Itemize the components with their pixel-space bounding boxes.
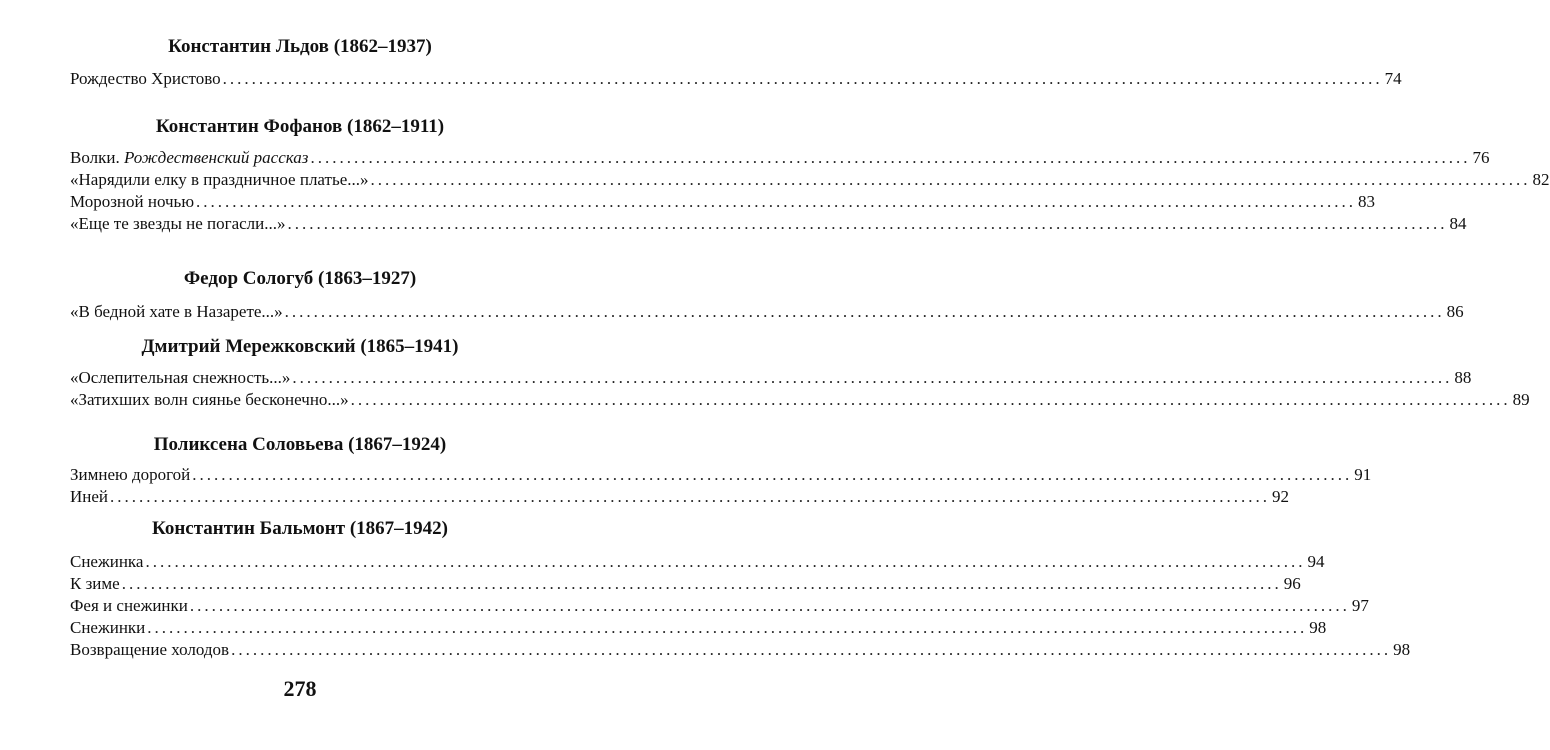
entry-title: Волки. Рождественский рассказ — [70, 148, 309, 167]
entry-title: Фея и снежинки — [70, 596, 188, 615]
entry-page: 91 — [1354, 465, 1372, 484]
toc-entry[interactable] — [70, 464, 1372, 486]
toc-entry[interactable] — [70, 147, 1490, 169]
page-number: 278 — [283, 676, 317, 701]
dot-leader: ................................................................................................................................................................ — [287, 214, 1448, 233]
dot-leader: ................................................................................................................................................................ — [370, 170, 1531, 189]
entry-title: Зимнею дорогой — [70, 465, 191, 484]
entry-title: «Нарядили елку в праздничное платье...» — [70, 170, 369, 189]
toc-entry[interactable] — [70, 169, 1550, 191]
dot-leader: ................................................................................................................................................................ — [350, 390, 1511, 409]
toc-entry[interactable] — [70, 486, 1290, 508]
author-heading: Поликсена Соловьева (1867–1924) — [153, 434, 447, 455]
toc-entry[interactable] — [70, 191, 1376, 213]
entry-page: 92 — [1272, 487, 1290, 506]
toc-entry[interactable] — [70, 301, 1464, 323]
dot-leader: ................................................................................................................................................................ — [121, 574, 1282, 593]
entry-page: 89 — [1512, 390, 1530, 409]
author-heading: Константин Фофанов (1862–1911) — [155, 116, 445, 137]
entry-page: 98 — [1309, 618, 1327, 637]
entry-title: К зиме — [70, 574, 120, 593]
entry-title: Морозной ночью — [70, 192, 195, 211]
dot-leader: ................................................................................................................................................................ — [192, 465, 1353, 484]
entry-page: 83 — [1358, 192, 1376, 211]
entry-title: Снежинка — [70, 552, 144, 571]
dot-leader: ................................................................................................................................................................ — [147, 618, 1308, 637]
entry-page: 96 — [1283, 574, 1301, 593]
entry-title-italic: Рождественский рассказ — [123, 148, 309, 167]
dot-leader: ................................................................................................................................................................ — [292, 368, 1453, 387]
dot-leader: ................................................................................................................................................................ — [196, 192, 1357, 211]
author-heading: Дмитрий Мережковский (1865–1941) — [141, 336, 459, 357]
entry-page: 98 — [1393, 640, 1411, 659]
entry-title: Рождество Христово — [70, 69, 221, 88]
author-heading: Константин Льдов (1862–1937) — [168, 36, 432, 57]
toc-entry[interactable] — [70, 367, 1472, 389]
entry-page: 84 — [1449, 214, 1467, 233]
dot-leader: ................................................................................................................................................................ — [110, 487, 1271, 506]
entry-page: 82 — [1532, 170, 1550, 189]
toc-entry[interactable] — [70, 389, 1530, 411]
author-heading: Константин Бальмонт (1867–1942) — [151, 518, 448, 539]
toc-entry[interactable] — [70, 617, 1327, 639]
author-heading: Федор Сологуб (1863–1927) — [183, 268, 417, 289]
entry-page: 86 — [1446, 302, 1464, 321]
toc-entry[interactable] — [70, 213, 1467, 235]
entry-title: «Еще те звезды не погасли...» — [70, 214, 286, 233]
entry-title: «Затихших волн сиянье бесконечно...» — [70, 390, 349, 409]
toc-entry[interactable] — [70, 551, 1325, 573]
entry-title: Возвращение холодов — [70, 640, 230, 659]
toc-entry[interactable] — [70, 595, 1369, 617]
entry-title: «Ослепительная снежность...» — [70, 368, 291, 387]
dot-leader: ................................................................................................................................................................ — [222, 69, 1383, 88]
toc-entry[interactable] — [70, 68, 1402, 90]
entry-page: 74 — [1384, 69, 1402, 88]
dot-leader: ................................................................................................................................................................ — [310, 148, 1471, 167]
toc-entry[interactable] — [70, 573, 1301, 595]
entry-title: «В бедной хате в Назарете...» — [70, 302, 283, 321]
entry-title: Иней — [70, 487, 109, 506]
entry-page: 94 — [1307, 552, 1325, 571]
toc-entry[interactable] — [70, 639, 1411, 661]
entry-title: Снежинки — [70, 618, 146, 637]
dot-leader: ................................................................................................................................................................ — [284, 302, 1445, 321]
dot-leader: ................................................................................................................................................................ — [231, 640, 1392, 659]
entry-page: 76 — [1472, 148, 1490, 167]
entry-page: 97 — [1351, 596, 1369, 615]
dot-leader: ................................................................................................................................................................ — [145, 552, 1306, 571]
entry-page: 88 — [1454, 368, 1472, 387]
dot-leader: ................................................................................................................................................................ — [189, 596, 1350, 615]
